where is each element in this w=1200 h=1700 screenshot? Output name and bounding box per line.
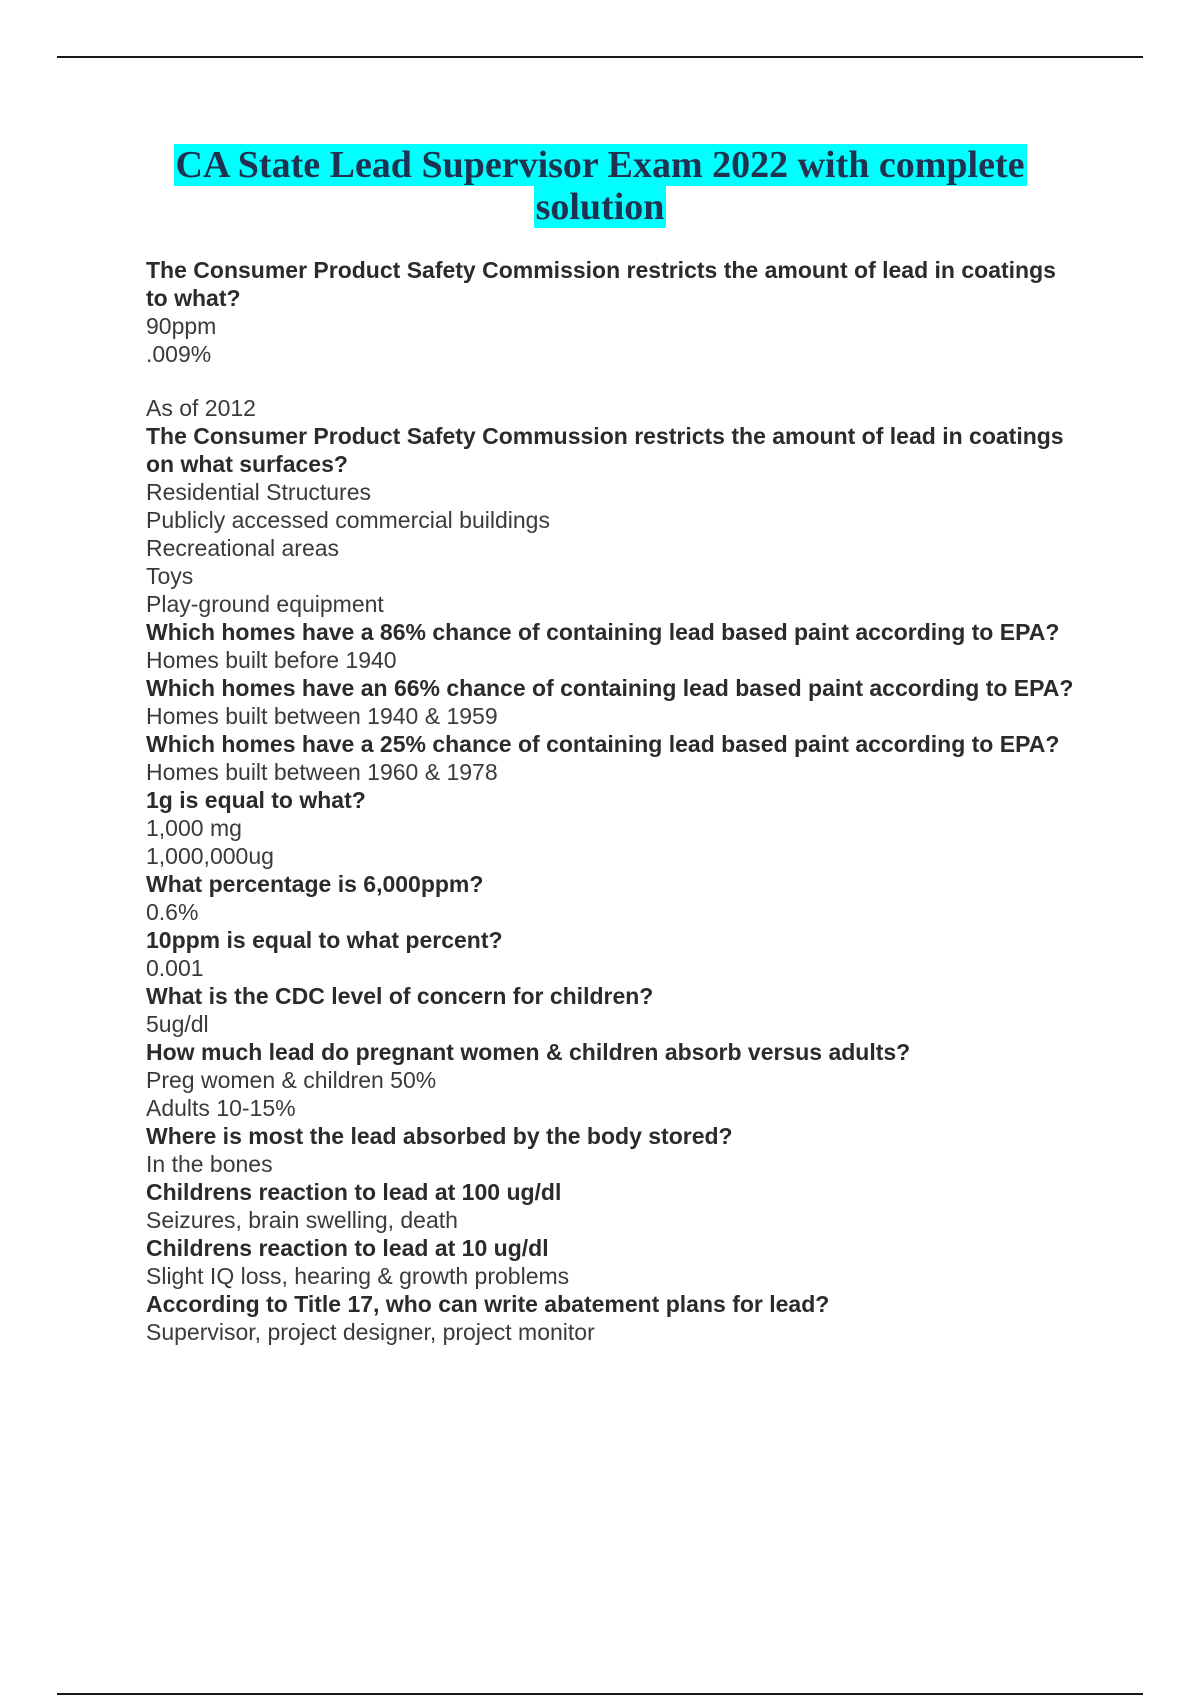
- answer: Homes built before 1940: [146, 647, 397, 673]
- question: What is the CDC level of concern for children?: [146, 983, 654, 1009]
- answer: Toys: [146, 563, 194, 589]
- qa-content: [146, 256, 1076, 1346]
- title-line-2: solution: [535, 186, 665, 228]
- question: How much lead do pregnant women & children absorb versus adults?: [146, 1039, 911, 1065]
- answer: In the bones: [146, 1151, 273, 1177]
- answer: 1,000 mg: [146, 815, 242, 841]
- answer: 1,000,000ug: [146, 843, 274, 869]
- answer: Publicly accessed commercial buildings: [146, 507, 550, 533]
- question: Which homes have an 66% chance of containing lead based paint according to EPA?: [146, 675, 1074, 701]
- answer: Homes built between 1940 & 1959: [146, 703, 498, 729]
- question: Which homes have a 86% chance of containing lead based paint according to EPA?: [146, 619, 1060, 645]
- answer: Preg women & children 50%: [146, 1067, 437, 1093]
- answer: Residential Structures: [146, 479, 371, 505]
- spacer: [146, 368, 1076, 394]
- document-title: [0, 144, 1200, 228]
- answer-note: As of 2012: [146, 395, 256, 421]
- top-rule: [57, 56, 1143, 58]
- question: What percentage is 6,000ppm?: [146, 871, 484, 897]
- question: Where is most the lead absorbed by the body stored?: [146, 1123, 733, 1149]
- answer: Play-ground equipment: [146, 591, 384, 617]
- question: Childrens reaction to lead at 10 ug/dl: [146, 1235, 549, 1261]
- answer: 0.001: [146, 955, 204, 981]
- answer: .009%: [146, 341, 212, 367]
- answer: Slight IQ loss, hearing & growth problems: [146, 1263, 570, 1289]
- bottom-rule: [57, 1693, 1143, 1695]
- question: Childrens reaction to lead at 100 ug/dl: [146, 1179, 562, 1205]
- question: According to Title 17, who can write abatement plans for lead?: [146, 1291, 830, 1317]
- question: 1g is equal to what?: [146, 787, 366, 813]
- question: The Consumer Product Safety Commission restricts the amount of lead in coatings to what?: [146, 257, 1056, 311]
- answer: Homes built between 1960 & 1978: [146, 759, 498, 785]
- answer: Adults 10-15%: [146, 1095, 296, 1121]
- question: Which homes have a 25% chance of containing lead based paint according to EPA?: [146, 731, 1060, 757]
- answer: Recreational areas: [146, 535, 340, 561]
- question: 10ppm is equal to what percent?: [146, 927, 503, 953]
- question: The Consumer Product Safety Commussion restricts the amount of lead in coatings on what surfaces?: [146, 423, 1064, 477]
- answer: 0.6%: [146, 899, 199, 925]
- title-line-1: CA State Lead Supervisor Exam 2022 with complete: [175, 144, 1025, 186]
- answer: 90ppm: [146, 313, 217, 339]
- answer: Seizures, brain swelling, death: [146, 1207, 458, 1233]
- answer: Supervisor, project designer, project monitor: [146, 1319, 595, 1345]
- answer: 5ug/dl: [146, 1011, 209, 1037]
